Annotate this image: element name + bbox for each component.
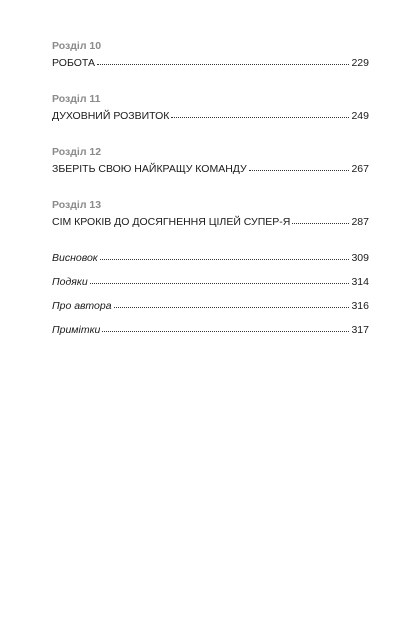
chapter-title: СІМ КРОКІВ ДО ДОСЯГНЕННЯ ЦІЛЕЙ СУПЕР-Я xyxy=(52,216,291,228)
page-number: 317 xyxy=(351,324,369,336)
section-title: Про автора xyxy=(52,300,112,312)
dot-leader xyxy=(100,249,350,260)
table-of-contents xyxy=(52,40,369,346)
chapter-title: ЗБЕРІТЬ СВОЮ НАЙКРАЩУ КОМАНДУ xyxy=(52,163,247,175)
chapter-entry-11 xyxy=(52,93,369,123)
section-title: Примітки xyxy=(52,324,101,336)
chapter-entry-13 xyxy=(52,199,369,229)
dot-leader xyxy=(102,321,349,332)
page-number: 229 xyxy=(351,57,369,69)
toc-line xyxy=(52,108,369,123)
page-number: 314 xyxy=(351,276,369,288)
dot-leader xyxy=(97,54,350,65)
chapter-entry-10 xyxy=(52,40,369,70)
dot-leader xyxy=(90,273,350,284)
toc-line xyxy=(52,161,369,176)
page-number: 316 xyxy=(351,300,369,312)
page-number: 309 xyxy=(351,252,369,264)
page-number: 249 xyxy=(351,110,369,122)
toc-line-notes xyxy=(52,322,369,337)
dot-leader xyxy=(171,107,349,118)
chapter-entry-12 xyxy=(52,146,369,176)
section-title: Подяки xyxy=(52,276,88,288)
toc-line xyxy=(52,214,369,229)
toc-line-acknowledgements xyxy=(52,274,369,289)
dot-leader xyxy=(292,213,349,224)
chapter-label: Розділ 13 xyxy=(52,199,102,211)
toc-line-conclusion xyxy=(52,250,369,265)
chapter-title: РОБОТА xyxy=(52,57,95,69)
toc-line xyxy=(52,55,369,70)
toc-line-about-author xyxy=(52,298,369,313)
chapter-title: ДУХОВНИЙ РОЗВИТОК xyxy=(52,110,170,122)
dot-leader xyxy=(249,160,350,171)
page-number: 267 xyxy=(351,163,369,175)
page-number: 287 xyxy=(351,216,369,228)
dot-leader xyxy=(114,297,350,308)
section-title: Висновок xyxy=(52,252,98,264)
chapter-label: Розділ 12 xyxy=(52,146,102,158)
chapter-label: Розділ 11 xyxy=(52,93,101,105)
chapter-label: Розділ 10 xyxy=(52,40,102,52)
back-matter-list xyxy=(52,250,369,337)
